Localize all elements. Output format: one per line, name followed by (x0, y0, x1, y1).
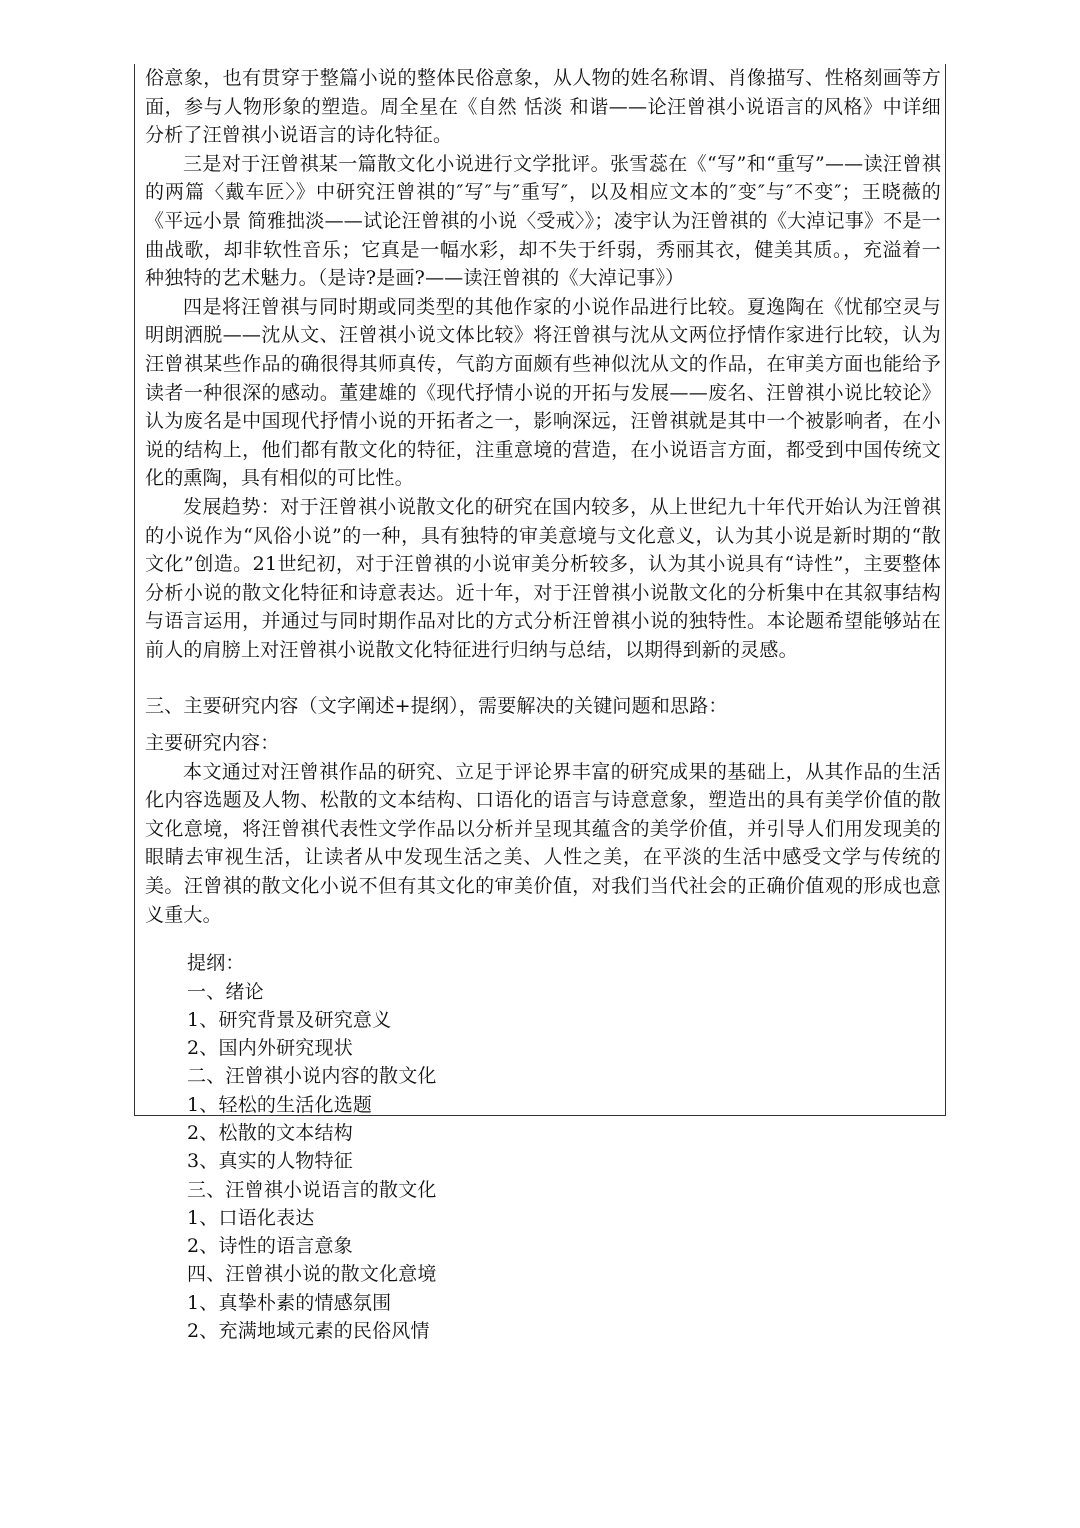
outline-item: 二、汪曾祺小说内容的散文化 (187, 1065, 437, 1088)
outline-item: 1、真挚朴素的情感氛围 (187, 1291, 392, 1314)
outline-item: 3、真实的人物特征 (187, 1150, 353, 1173)
paragraph-development-trend: 发展趋势：对于汪曾祺小说散文化的研究在国内较多，从上世纪九十年代开始认为汪曾祺的小说作为“风俗小说”的一种，具有独特的审美意境与文化意义，认为其小说是新时期的“散文化”创造。21世纪初，对于汪曾祺的小说审美分析较多，认为其小说具有“诗性”，主要整体分析小说的散文化特征和诗意表达。近十年，对于汪曾祺小说散文化的分析集中在其叙事结构与语言运用，并通过与同时期作品对比的方式分析汪曾祺小说的独特性。本论题希望能够站在前人的肩膀上对汪曾祺小说散文化特征进行归纳与总结，以期得到新的灵感。 (145, 495, 941, 661)
outline-item: 1、研究背景及研究意义 (187, 1008, 392, 1031)
paragraph-comparison: 四是将汪曾祺与同时期或同类型的其他作家的小说作品进行比较。夏逸陶在《忧郁空灵与明朗洒脱——沈从文、汪曾祺小说文体比较》将汪曾祺与沈从文两位抒情作家进行比较，认为汪曾祺某些作品的确很得其师真传，气韵方面颇有些神似沈从文的作品，在审美方面也能给予读者一种很深的感动。董建雄的《现代抒情小说的开拓与发展——废名、汪曾祺小说比较论》认为废名是中国现代抒情小说的开拓者之一，影响深远，汪曾祺就是其中一个被影响者，在小说的结构上，他们都有散文化的特征，注重意境的营造，在小说语言方面，都受到中国传统文化的熏陶，具有相似的可比性。 (145, 295, 941, 490)
document-body (145, 64, 941, 1345)
paragraph-literary-criticism: 三是对于汪曾祺某一篇散文化小说进行文学批评。张雪蕊在《“写”和“重写”——读汪曾祺的两篇〈戴车匠〉》中研究汪曾祺的″写″与″重写″，以及相应文本的″变″与″不变″；王晓薇的《平远小景 简雅拙淡——试论汪曾祺的小说〈受戒〉》；凌宇认为汪曾祺的《大淖记事》不是一曲战歌，却非软性音乐；它真是一幅水彩，却不失于纤弱，秀丽其衣，健美其质。，充溢着一种独特的艺术魅力。（是诗?是画?——读汪曾祺的《大淖记事》） (145, 152, 941, 290)
section-heading: 三、主要研究内容（文字阐述+提纲），需要解决的关键问题和思路： (145, 695, 728, 718)
outline-item: 2、国内外研究现状 (187, 1037, 353, 1060)
section-subheading: 主要研究内容： (145, 732, 280, 755)
paragraph-folk-imagery: 俗意象，也有贯穿于整篇小说的整体民俗意象，从人物的姓名称谓、肖像描写、性格刻画等方面，参与人物形象的塑造。周全星在《自然 恬淡 和谐——论汪曾祺小说语言的风格》中详细分析了汪曾祺小说语言的诗化特征。 (145, 67, 941, 147)
outline-item: 2、松散的文本结构 (187, 1122, 353, 1144)
outline-item: 2、诗性的语言意象 (187, 1235, 353, 1258)
outline-item: 一、绪论 (187, 980, 264, 1003)
outline-item: 三、汪曾祺小说语言的散文化 (187, 1178, 437, 1201)
outline-title: 提纲： (187, 952, 245, 975)
outline-item: 四、汪曾祺小说的散文化意境 (187, 1263, 437, 1286)
outline-item: 1、轻松的生活化选题 (187, 1093, 373, 1116)
outline-list (145, 949, 941, 1345)
outline-item: 1、口语化表达 (187, 1206, 315, 1229)
paragraph-main-content: 本文通过对汪曾祺作品的研究、立足于评论界丰富的研究成果的基础上，从其作品的生活化内容选题及人物、松散的文本结构、口语化的语言与诗意意象，塑造出的具有美学价值的散文化意境，将汪曾祺代表性文学作品以分析并呈现其蕴含的美学价值，并引导人们用发现美的眼睛去审视生活，让读者从中发现生活之美、人性之美，在平淡的生活中感受文学与传统的美。汪曾祺的散文化小说不但有其文化的审美价值，对我们当代社会的正确价值观的形成也意义重大。 (145, 760, 941, 926)
outline-item: 2、充满地域元素的民俗风情 (187, 1320, 430, 1343)
